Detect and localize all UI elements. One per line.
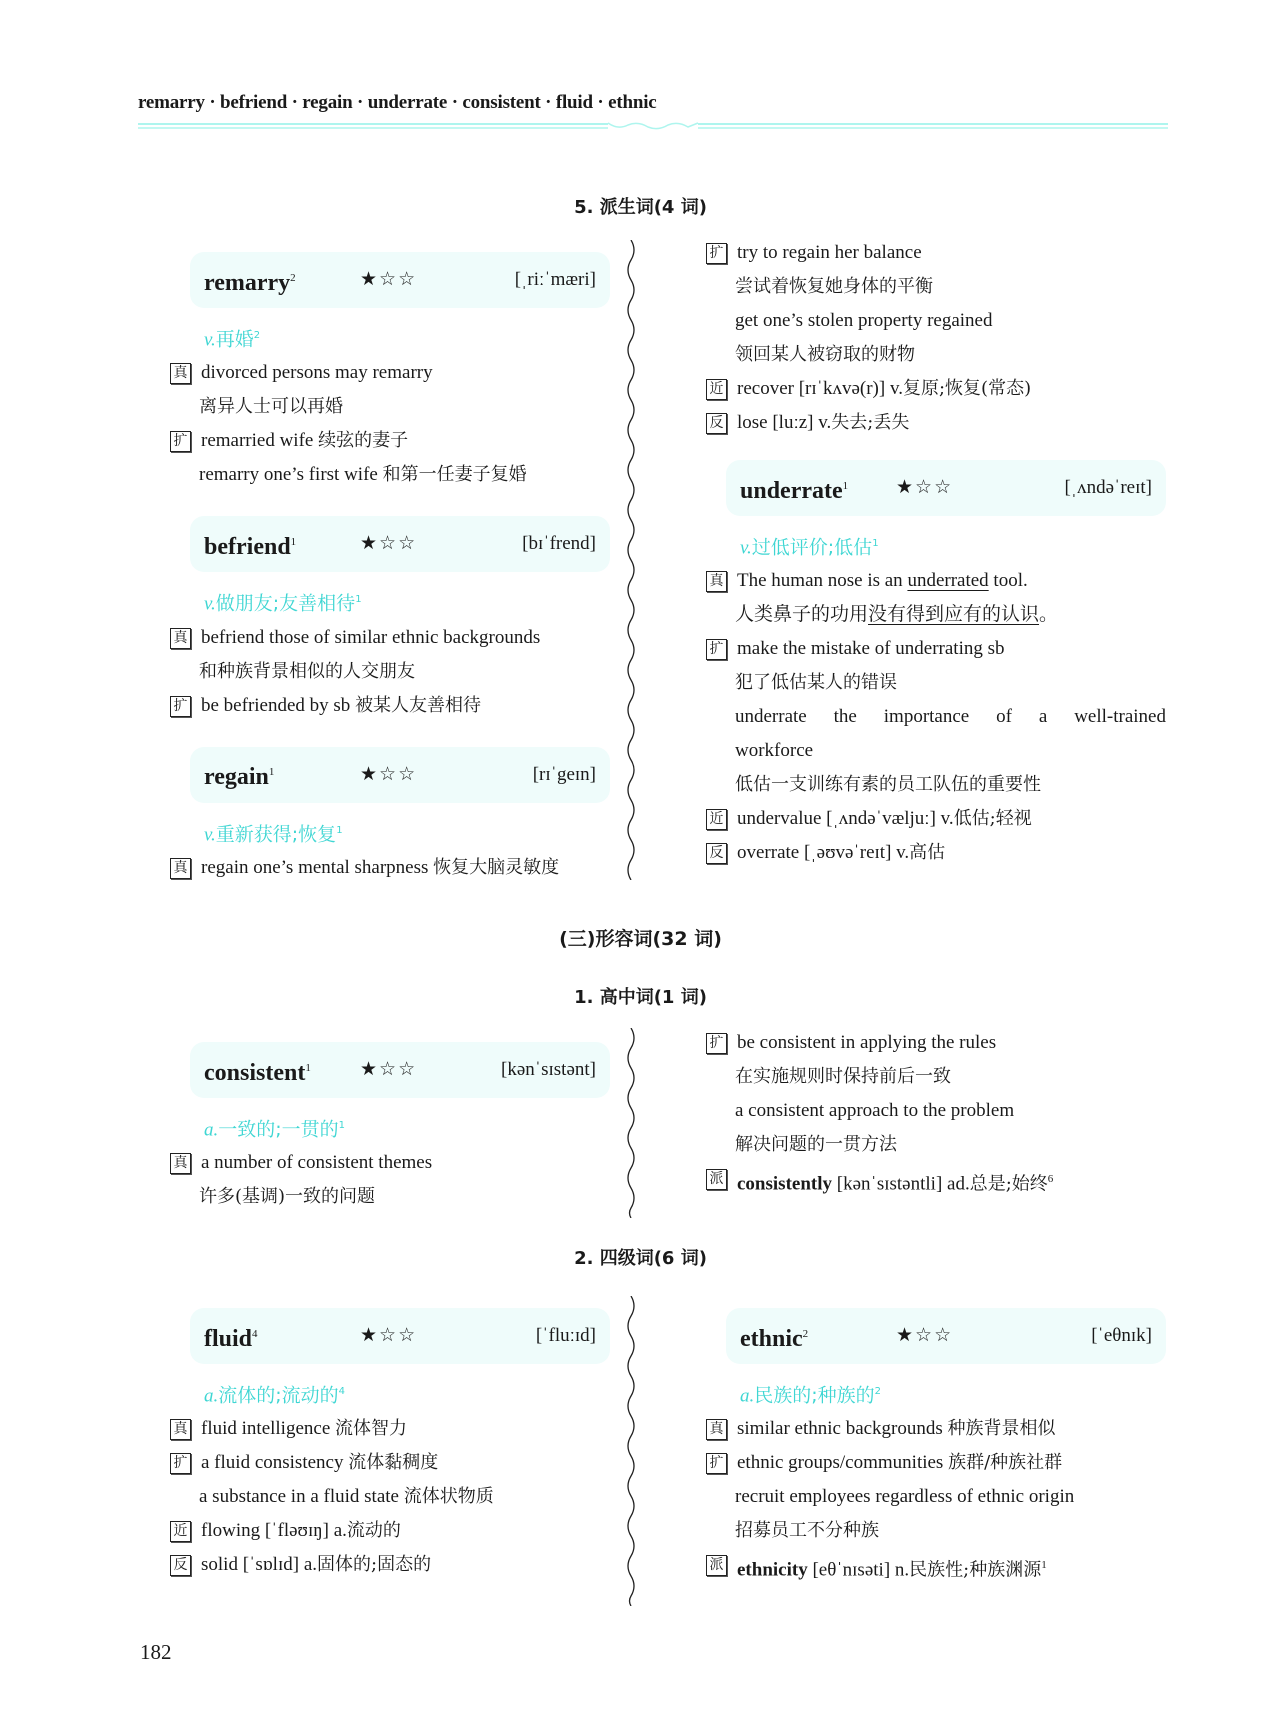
example-line: get one’s stolen property regained [735, 310, 993, 331]
example-line: 真 fluid intelligence 流体智力 [170, 1412, 610, 1446]
tag-extend-icon: 扩 [706, 1033, 727, 1054]
phonetic: [bɪˈfrend] [522, 533, 596, 555]
example-line: 真 The human nose is an underrated tool. [706, 564, 1166, 598]
example-line: a consistent approach to the problem [735, 1100, 1015, 1121]
left-column-block-1 [170, 252, 610, 885]
example-line: 解决问题的一贯方法 [735, 1134, 897, 1155]
example-line: 扩 remarried wife 续弦的妻子 [170, 424, 610, 458]
antonym-line: 反 solid [ˈsɒlɪd] a.固体的;固态的 [170, 1548, 610, 1582]
example-line: 扩 ethnic groups/communities 族群/种族社群 [706, 1446, 1166, 1480]
running-header: remarry · befriend · regain · underrate · consistent · fluid · ethnic [138, 92, 657, 113]
example-line: workforce [735, 740, 814, 762]
wavy-column-divider [624, 1028, 638, 1218]
tag-synonym-icon: 近 [706, 379, 727, 400]
antonym-line: 反 overrate [ˌəʊvəˈreɪt] v.高估 [706, 836, 1166, 870]
synonym-line: 近 undervalue [ˌʌndəˈvæljuː] v.低估;轻视 [706, 802, 1166, 836]
example-line: 真 similar ethnic backgrounds 种族背景相似 [706, 1412, 1166, 1446]
tag-real-exam-icon: 真 [170, 1419, 191, 1440]
meaning: v.做朋友;友善相待$^1$ [204, 592, 362, 615]
synonym-line: 近 flowing [ˈfləʊɪŋ] a.流动的 [170, 1514, 610, 1548]
example-line: 真 a number of consistent themes [170, 1146, 610, 1180]
example-line: 扩 be consistent in applying the rules [706, 1026, 1166, 1060]
phonetic: [ˌʌndəˈreɪt] [1064, 477, 1152, 498]
example-line: 扩 be befriended by sb 被某人友善相待 [170, 689, 610, 723]
section-heading-adjectives: (三)形容词(32 词) [559, 928, 722, 950]
tag-derivative-icon: 派 [706, 1169, 727, 1190]
tag-extend-icon: 扩 [706, 639, 727, 660]
example-line: 犯了低估某人的错误 [735, 672, 897, 694]
example-line: 扩 try to regain her balance [706, 236, 1166, 270]
star-rating: ★☆☆ [360, 763, 418, 785]
tag-real-exam-icon: 真 [170, 363, 191, 384]
headword: befriend$^1$ [204, 533, 297, 560]
headword: ethnic$^2$ [740, 1325, 809, 1352]
tag-synonym-icon: 近 [706, 809, 727, 830]
right-column-block-2 [706, 1026, 1166, 1201]
star-rating: ★☆☆ [360, 533, 418, 555]
example-line: 和种族背景相似的人交朋友 [199, 660, 415, 682]
antonym-line: 反 lose [luːz] v.失去;丢失 [706, 406, 1166, 440]
section-heading-highschool-words: 1. 高中词(1 词) [574, 987, 707, 1008]
tag-real-exam-icon: 真 [170, 1153, 191, 1174]
section-heading-cet4-words: 2. 四级词(6 词) [574, 1248, 707, 1269]
word-header-remarry [190, 252, 610, 308]
example-list [170, 356, 610, 492]
star-rating: ★☆☆ [360, 269, 418, 290]
word-header-befriend [190, 516, 610, 572]
wavy-column-divider [624, 1296, 638, 1606]
example-line: 真 divorced persons may remarry [170, 356, 610, 390]
example-line: remarry one’s first wife 和第一任妻子复婚 [199, 464, 527, 486]
meaning: v.过低评价;低估$^1$ [740, 536, 879, 559]
meaning: a.民族的;种族的$^2$ [740, 1384, 882, 1407]
example-line: a substance in a fluid state 流体状物质 [199, 1486, 494, 1508]
derivative-line: 派 ethnicity [eθˈnɪsəti] n.民族性;种族渊源$^1$ [706, 1548, 1166, 1587]
star-rating: ★☆☆ [896, 1325, 954, 1346]
tag-real-exam-icon: 真 [706, 571, 727, 592]
tag-antonym-icon: 反 [706, 843, 727, 864]
tag-derivative-icon: 派 [706, 1555, 727, 1576]
word-header-regain [190, 747, 610, 803]
example-line: 低估一支训练有素的员工队伍的重要性 [735, 774, 1041, 796]
example-line: 扩 make the mistake of underrating sb [706, 632, 1166, 666]
example-line: 在实施规则时保持前后一致 [735, 1066, 951, 1087]
meaning: a.流体的;流动的$^4$ [204, 1384, 346, 1407]
meaning: a.一致的;一贯的$^1$ [204, 1118, 346, 1141]
example-line: 真 befriend those of similar ethnic backgrounds [170, 621, 610, 655]
left-column-block-3 [170, 1308, 610, 1582]
tag-real-exam-icon: 真 [170, 628, 191, 649]
tag-extend-icon: 扩 [170, 1453, 191, 1474]
phonetic: [rɪˈgeɪn] [532, 763, 596, 785]
tag-synonym-icon: 近 [170, 1521, 191, 1542]
tag-extend-icon: 扩 [706, 243, 727, 264]
word-header-underrate [726, 460, 1166, 516]
star-rating: ★☆☆ [896, 477, 954, 498]
example-line: recruit employees regardless of ethnic origin [735, 1486, 1075, 1508]
tag-extend-icon: 扩 [170, 696, 191, 717]
tag-real-exam-icon: 真 [706, 1419, 727, 1440]
example-line: underrate the importance of a well-trained [735, 706, 1166, 728]
tag-antonym-icon: 反 [170, 1555, 191, 1576]
headword: underrate$^1$ [740, 477, 849, 504]
headword: fluid$^4$ [204, 1325, 258, 1352]
headword: remarry$^2$ [204, 269, 296, 296]
header-ornament-rule [138, 122, 1168, 130]
example-line: 领回某人被窃取的财物 [735, 344, 915, 365]
synonym-line: 近 recover [rɪˈkʌvə(r)] v.复原;恢复(常态) [706, 372, 1166, 406]
wavy-column-divider [624, 240, 638, 880]
left-column-block-2 [170, 1042, 610, 1214]
word-header-consistent [190, 1042, 610, 1098]
phonetic: [kənˈsɪstənt] [501, 1059, 596, 1080]
right-column-block-1 [706, 236, 1166, 870]
phonetic: [ˈeθnɪk] [1091, 1325, 1152, 1346]
example-line: 人类鼻子的功用没有得到应有的认识。 [735, 604, 1059, 626]
tag-antonym-icon: 反 [706, 413, 727, 434]
phonetic: [ˌriːˈmæri] [514, 269, 596, 290]
tag-extend-icon: 扩 [170, 431, 191, 452]
meaning: v.再婚$^2$ [204, 328, 261, 351]
phonetic: [ˈfluːɪd] [535, 1325, 596, 1346]
tag-real-exam-icon: 真 [170, 858, 191, 879]
section-heading-derived-words: 5. 派生词(4 词) [574, 197, 707, 218]
example-line: 招募员工不分种族 [735, 1520, 879, 1542]
headword: regain$^1$ [204, 764, 275, 791]
headword: consistent$^1$ [204, 1059, 311, 1086]
right-column-block-3 [706, 1308, 1166, 1588]
example-line: 尝试着恢复她身体的平衡 [735, 276, 933, 297]
derivative-line: 派 consistently [kənˈsɪstəntli] ad.总是;始终$^6$ [706, 1162, 1166, 1201]
page-number: 182 [140, 1640, 172, 1664]
star-rating: ★☆☆ [360, 1059, 418, 1080]
word-header-ethnic [726, 1308, 1166, 1364]
tag-extend-icon: 扩 [706, 1453, 727, 1474]
example-line: 许多(基调)一致的问题 [199, 1186, 376, 1208]
example-line: 真 regain one’s mental sharpness 恢复大脑灵敏度 [170, 851, 610, 885]
example-line: 扩 a fluid consistency 流体黏稠度 [170, 1446, 610, 1480]
star-rating: ★☆☆ [360, 1325, 418, 1346]
meaning: v.重新获得;恢复$^1$ [204, 822, 343, 845]
example-line: 离异人士可以再婚 [199, 396, 343, 418]
word-header-fluid [190, 1308, 610, 1364]
